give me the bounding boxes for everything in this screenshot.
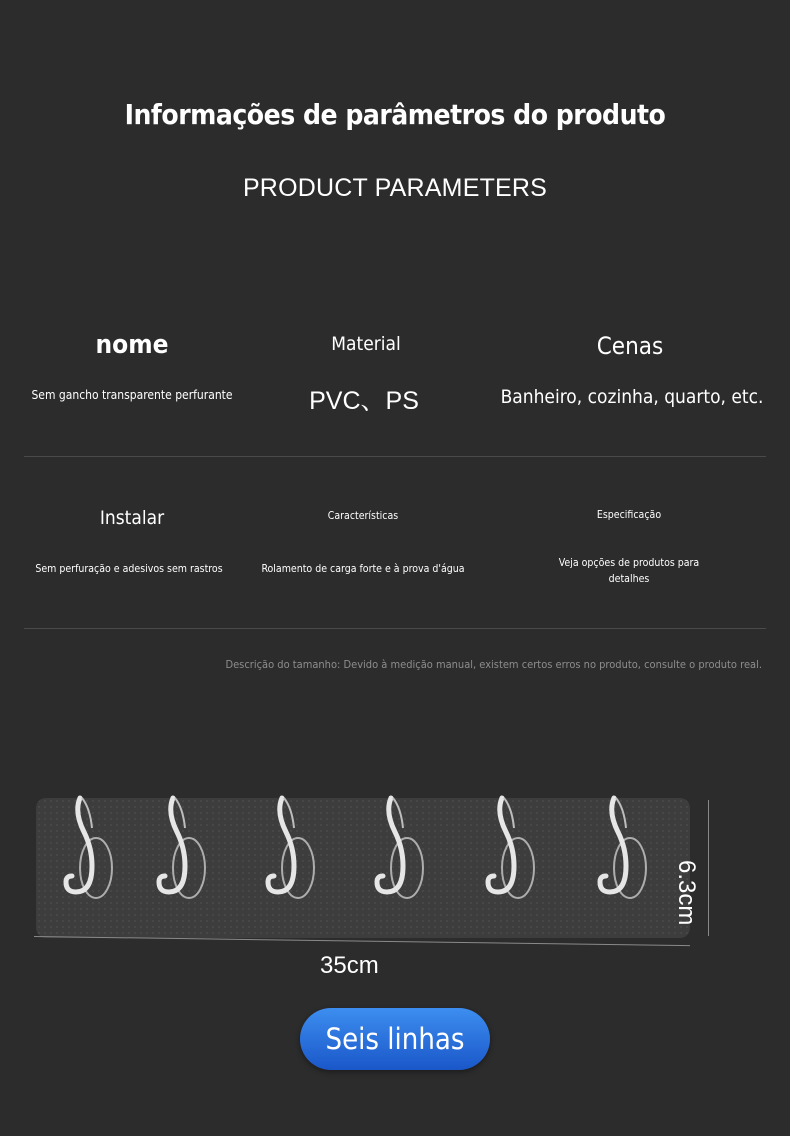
hook-image xyxy=(260,790,320,920)
size-description: Descrição do tamanho: Devido à medição manual, existem certos erros no produto, consulte o produto real. xyxy=(225,658,762,671)
hook-image xyxy=(592,790,652,920)
divider xyxy=(24,456,766,457)
hook-image xyxy=(58,790,118,920)
param-label-install: Instalar xyxy=(99,507,165,529)
hook-image xyxy=(480,790,540,920)
param-value-spec-line2: detalhes xyxy=(608,573,650,585)
height-dimension-line xyxy=(708,800,709,936)
hook-rack-board xyxy=(36,798,690,938)
param-value-name: Sem gancho transparente perfurante xyxy=(31,388,233,402)
width-label: 35cm xyxy=(320,952,379,979)
divider xyxy=(24,628,766,629)
hook-image xyxy=(151,790,211,920)
page-title: Informações de parâmetros do produto xyxy=(124,98,666,131)
param-label-name: nome xyxy=(95,330,169,360)
height-label: 6.3cm xyxy=(673,860,700,926)
param-label-scenes: Cenas xyxy=(596,332,664,360)
param-value-features: Rolamento de carga forte e à prova d'água xyxy=(261,563,465,575)
param-value-material: PVC、PS xyxy=(309,387,419,415)
param-label-spec: Especificação xyxy=(596,509,662,521)
page-subtitle: PRODUCT PARAMETERS xyxy=(242,174,548,202)
param-label-features: Características xyxy=(327,510,399,522)
param-value-install: Sem perfuração e adesivos sem rastros xyxy=(35,563,223,575)
hook-image xyxy=(369,790,429,920)
param-value-scenes: Banheiro, cozinha, quarto, etc. xyxy=(500,386,764,408)
param-label-material: Material xyxy=(331,333,401,355)
variant-button[interactable]: Seis linhas xyxy=(300,1008,490,1070)
param-value-spec-line1: Veja opções de produtos para xyxy=(558,557,700,569)
